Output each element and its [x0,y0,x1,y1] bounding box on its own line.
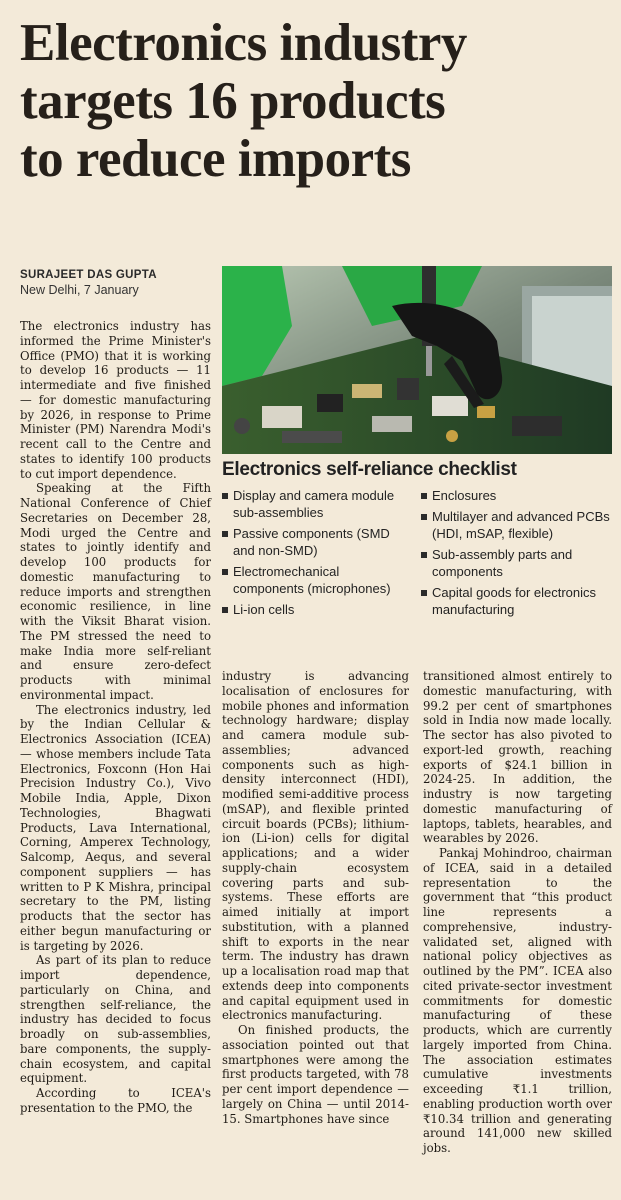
checklist-right-column [421,487,612,622]
checklist-title: Electronics self-reliance checklist [222,459,517,480]
checklist-item-label: Enclosures [432,488,497,503]
checklist-item-label: Display and camera module sub-assemblies [233,488,395,520]
paragraph: On finished products, the association pointed out that smartphones were among the first products targeted, with 78 per cent import dependence — largely on China — until 2014-15. Smartphones have since [222,1023,409,1126]
checklist-item-label: Li-ion cells [233,602,295,617]
square-bullet-icon [222,569,228,575]
checklist-item [222,601,413,618]
paragraph: Pankaj Mohindroo, chairman of ICEA, said in a detailed representation to the government that “this product line represents a comprehensive, industry-validated set, aligned with national policy objectives as outlined by the PM”. ICEA also cited private-sector investment commitments for domestic manufacturing of these products, which are currently largely imported from China. The association estimates cumulative investments exceeding ₹1.1 trillion, enabling production worth over ₹10.34 trillion and generating around 141,000 new skilled jobs. [423,846,612,1155]
headline-line-2: targets 16 products [20,72,446,130]
circuit-board-photo-illustration [222,266,612,454]
square-bullet-icon [421,590,427,596]
square-bullet-icon [222,607,228,613]
square-bullet-icon [421,493,427,499]
checklist-left-column [222,487,413,622]
checklist-item [222,563,413,597]
headline-line-1: Electronics industry [20,14,467,72]
checklist-item [222,525,413,559]
checklist-item [222,487,413,521]
headline-line-3: to reduce imports [20,130,411,188]
checklist-box [222,459,612,622]
paragraph: industry is advancing localisation of enclosures for mobile phones and information technology hardware; display and camera module sub-assemblies; advanced components such as high-density interconnect (HDI), modified semi-additive process (mSAP), and flexible printed circuit boards (PCBs); lithium-ion (Li-ion) cells for digital applications; and a wider supply-chain ecosystem covering parts and sub-systems. These efforts are aimed initially at import substitution, with a planned shift to exports in the near term. The industry has drawn up a localisation road map that extends deep into components and capital equipment used in electronics manufacturing. [222,669,409,1023]
checklist-item [421,508,612,542]
checklist-item [421,487,612,504]
square-bullet-icon [421,552,427,558]
paragraph: As part of its plan to reduce import dependence, particularly on China, and strengthen self-reliance, the industry has decided to focus broadly on sub-assemblies, bare components, the supply-chain ecosystem, and capital equipment. [20,953,211,1086]
paragraph: The electronics industry, led by the Indian Cellular & Electronics Association (ICEA) — whose members include Tata Electronics, Foxconn (Hon Hai Precision Industry Co.), Vivo Mobile India, Apple, Dixon Technologies, Bhagwati Products, Lava International, Corning, Amperex Technology, Salcomp, Aequs, and several component suppliers — has written to P K Mishra, principal secretary to the PM, listing products that the sector has either begun manufacturing or is targeting by 2026. [20,702,211,953]
article-photo [222,266,612,454]
article-column-3 [423,669,612,1156]
checklist-item-label: Electromechanical components (microphones) [233,564,391,596]
paragraph: The electronics industry has informed the Prime Minister's Office (PMO) that it is working to develop 16 products — 11 intermediate and five finished — for domestic manufacturing by 2026, in response to Prime Minister (PM) Narendra Modi's recent call to the Centre and states to identify 100 products to cut import dependence. [20,319,211,481]
headline [20,14,610,188]
byline-dateline: New Delhi, 7 January [20,283,139,297]
checklist-item [421,546,612,580]
checklist-item-label: Passive components (SMD and non-SMD) [233,526,390,558]
checklist-item [421,584,612,618]
paragraph: According to ICEA's presentation to the PMO, the [20,1086,211,1115]
byline [20,269,220,297]
checklist-item-label: Sub-assembly parts and components [432,547,573,579]
paragraph: transitioned almost entirely to domestic manufacturing, with 99.2 per cent of smartphones sold in India now made locally. The sector has also pivoted to export-led growth, reaching exports of $24.1 billion in 2024-25. In addition, the industry is now targeting domestic manufacturing of laptops, tablets, hearables, and wearables by 2026. [423,669,612,846]
square-bullet-icon [421,514,427,520]
article-column-1 [20,319,211,1116]
checklist-item-label: Multilayer and advanced PCBs (HDI, mSAP, flexible) [432,509,610,541]
article-column-2 [222,669,409,1126]
square-bullet-icon [222,531,228,537]
byline-author: SURAJEET DAS GUPTA [20,269,157,281]
square-bullet-icon [222,493,228,499]
paragraph: Speaking at the Fifth National Conference of Chief Secretaries on December 28, Modi urged the Centre and states to jointly identify and develop 100 products for domestic manufacturing to reduce imports and strengthen economic resilience, in line with the Viksit Bharat vision. The PM stressed the need to make India more self-reliant and ensure zero-defect products with minimal environmental impact. [20,481,211,702]
checklist-item-label: Capital goods for electronics manufacturing [432,585,597,617]
